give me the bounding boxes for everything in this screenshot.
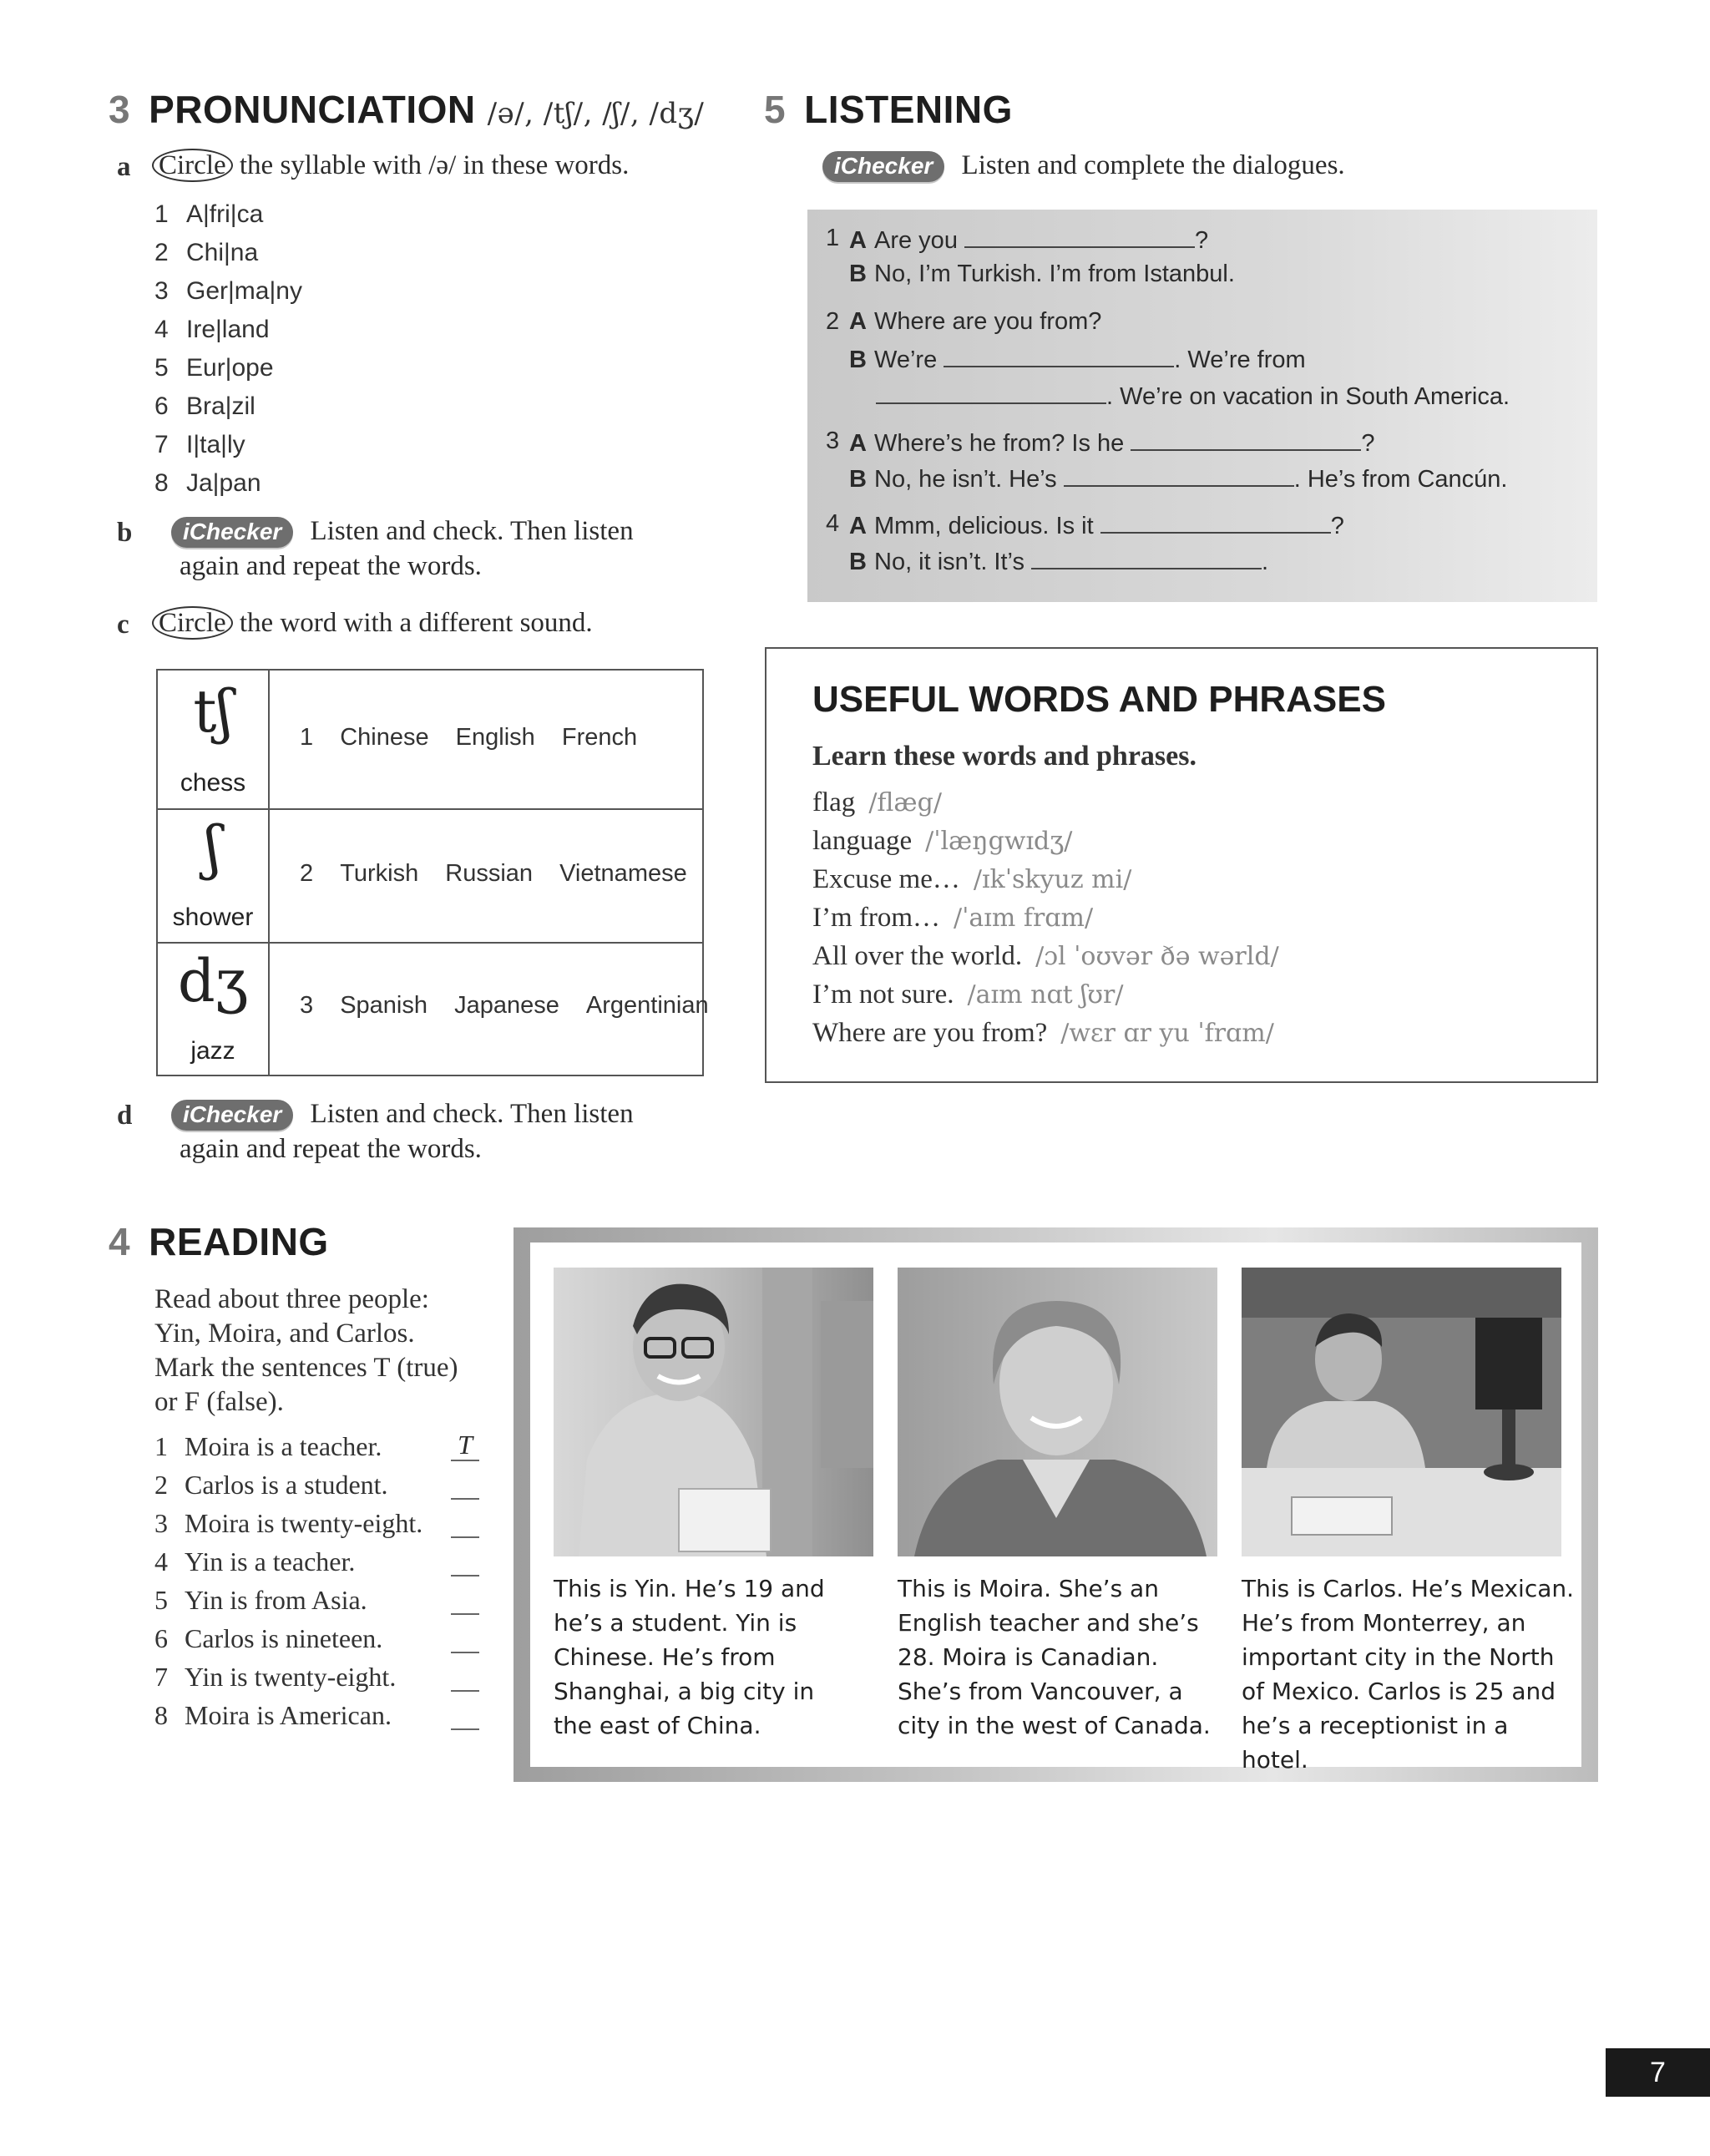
word-item[interactable] (154, 277, 302, 306)
ichecker-badge[interactable]: iChecker (171, 1100, 293, 1131)
statement-item (154, 1700, 392, 1731)
statement-item (154, 1662, 396, 1693)
statement-number: 4 (154, 1546, 168, 1577)
answer-field[interactable]: T (451, 1430, 479, 1461)
exercise-letter-d: d (117, 1101, 133, 1131)
syllable-word[interactable]: A|fri|ca (186, 200, 264, 228)
statement-item (154, 1546, 355, 1577)
word-number: 3 (154, 277, 169, 305)
exercise-d-instruction-line2: again and repeat the words. (180, 1134, 482, 1164)
moira-photo (898, 1268, 1217, 1556)
sound-keyword: jazz (190, 1037, 235, 1065)
exercise-a-instruction (152, 150, 629, 181)
instruction-text: the word with a different sound. (239, 608, 593, 638)
statement-item (154, 1431, 382, 1462)
syllable-word[interactable]: Eur|ope (186, 354, 274, 382)
dialogue-2-b (849, 344, 1306, 374)
listening-heading (764, 87, 1013, 132)
answer-field[interactable] (451, 1660, 479, 1692)
dialogue-line: . We’re from (1174, 347, 1306, 373)
exercise-b-instruction-line2: again and repeat the words. (180, 551, 482, 581)
dialogue-4-b (849, 546, 1268, 576)
dialogue-punct: ? (1361, 430, 1375, 457)
jazz-dancer-icon: dʒ (177, 947, 249, 1015)
word-choice[interactable]: French (561, 724, 638, 751)
sound-icon-cell (158, 810, 270, 942)
dialogue-line: . He’s from Cancún. (1293, 466, 1508, 493)
row-number: 3 (300, 992, 314, 1019)
word-choice[interactable]: Turkish (340, 860, 419, 887)
sound-row (158, 671, 702, 810)
statement-text: Yin is twenty-eight. (185, 1662, 397, 1692)
sound-table (156, 669, 709, 1076)
dialogue-line: No, it isn’t. It’s (874, 549, 1024, 575)
speaker-label: A (849, 513, 867, 539)
dialogue-punct: ? (1195, 227, 1209, 254)
statement-item (154, 1585, 367, 1616)
speaker-label: A (849, 308, 867, 335)
word-choice[interactable]: English (455, 724, 535, 751)
answer-field[interactable] (451, 1545, 479, 1577)
phrase-row (812, 941, 1279, 972)
phrase-row (812, 864, 1131, 895)
section-title: PRONUNCIATION (149, 88, 476, 131)
statement-number: 8 (154, 1700, 168, 1730)
sound-row (158, 810, 702, 944)
section-title: LISTENING (804, 88, 1013, 131)
carlos-caption (1242, 1571, 1576, 1777)
word-number: 2 (154, 239, 169, 266)
dialogue-4-a (826, 510, 1344, 540)
dialogue-line: Mmm, delicious. Is it (874, 513, 1094, 539)
phonetic: /ˈlæŋgwɪdʒ/ (925, 827, 1073, 856)
syllable-word[interactable]: Ire|land (186, 316, 270, 343)
shower-icon: ʃ (205, 813, 221, 882)
answer-field[interactable] (451, 1506, 479, 1538)
statement-text: Carlos is nineteen. (185, 1623, 383, 1653)
sound-word-choices (300, 992, 709, 1020)
phonetic: /wɛr ɑr yu ˈfrɑm/ (1060, 1019, 1274, 1048)
sound-icon-cell (158, 671, 270, 808)
sound-icon-cell (158, 944, 270, 1075)
word-number: 1 (154, 200, 169, 228)
statement-text: Moira is American. (185, 1700, 392, 1730)
moira-caption (898, 1571, 1217, 1743)
listening-instruction (822, 150, 1345, 182)
caption-line: Shanghai, a big city in (554, 1678, 815, 1705)
speaker-label: A (849, 430, 867, 457)
instruction-text: the syllable with /ə/ in these words. (239, 150, 630, 180)
dialogue-line: . We’re on vacation in South America. (1106, 383, 1510, 410)
page-number: 7 (1606, 2048, 1710, 2097)
caption-line: city in the west of Canada. (898, 1712, 1211, 1739)
word-item[interactable] (154, 354, 274, 382)
sound-keyword: shower (172, 903, 254, 931)
phrase-row (812, 1018, 1274, 1049)
word-item[interactable] (154, 239, 258, 267)
phrase: I’m from… (812, 903, 941, 933)
word-choice[interactable]: Spanish (340, 992, 428, 1019)
sound-keyword: chess (180, 769, 246, 797)
useful-words-box (765, 647, 1598, 1083)
section-number: 4 (109, 1220, 131, 1263)
useful-title: USEFUL WORDS AND PHRASES (812, 679, 1386, 720)
section-number: 3 (109, 88, 131, 131)
phrase-row (812, 979, 1123, 1010)
word-item[interactable] (154, 316, 270, 344)
word-choice[interactable]: Vietnamese (559, 860, 687, 887)
answer-field[interactable] (451, 1698, 479, 1730)
dialogue-number: 2 (826, 308, 840, 335)
caption-line: Chinese. He’s from (554, 1643, 776, 1671)
speaker-label: A (849, 227, 867, 254)
sound-word-choices (300, 724, 637, 752)
phonetic: /ɪkˈskyuz mi/ (973, 865, 1132, 894)
phonetic: /ɔl ˈoʊvər ðə wərld/ (1035, 942, 1279, 971)
statement-number: 7 (154, 1662, 168, 1692)
phrase-row (812, 903, 1093, 934)
phonetic: /flæg/ (868, 788, 942, 817)
chess-piece-icon: tʃ (193, 677, 233, 746)
exercise-d-instruction (171, 1099, 634, 1131)
syllable-word[interactable]: Bra|zil (186, 392, 255, 420)
dialogue-2-b-cont (876, 381, 1510, 411)
exercise-letter-a: a (117, 152, 131, 182)
ichecker-badge[interactable]: iChecker (171, 517, 293, 548)
dialogue-3-b (849, 463, 1507, 493)
phrase: All over the world. (812, 941, 1023, 971)
statement-text: Yin is from Asia. (185, 1585, 367, 1615)
statement-number: 3 (154, 1508, 168, 1538)
instruction-text: Listen and check. Then listen (310, 516, 634, 546)
dialogue-3-a (826, 428, 1375, 458)
statement-number: 2 (154, 1470, 168, 1500)
statement-item (154, 1508, 422, 1539)
statement-text: Moira is twenty-eight. (185, 1508, 423, 1538)
word-choice[interactable]: Chinese (340, 724, 429, 751)
word-number: 6 (154, 392, 169, 420)
phrase: Excuse me… (812, 864, 960, 894)
section-number: 5 (764, 88, 787, 131)
dialogue-line: Where’s he from? Is he (874, 430, 1125, 457)
word-item[interactable] (154, 431, 245, 459)
profiles-frame (514, 1227, 1598, 1782)
dialogue-1-a (826, 225, 1209, 255)
dialogue-line: No, he isn’t. He’s (874, 466, 1057, 493)
ichecker-badge[interactable]: iChecker (822, 151, 944, 182)
row-number: 1 (300, 724, 314, 751)
speaker-label: B (849, 261, 867, 287)
exercise-b-instruction (171, 516, 634, 548)
dialogue-line: Are you (874, 227, 958, 254)
word-item[interactable] (154, 200, 263, 229)
dialogue-punct: ? (1330, 513, 1344, 539)
answer-blank[interactable] (1131, 428, 1361, 451)
caption-line: he’s a receptionist in a hotel. (1242, 1712, 1509, 1774)
syllable-word[interactable]: Ger|ma|ny (186, 277, 302, 305)
circle-word: Circle (152, 606, 233, 640)
caption-line: This is Yin. He’s 19 and (554, 1575, 825, 1602)
answer-blank[interactable] (964, 225, 1195, 248)
phrase: Where are you from? (812, 1018, 1048, 1048)
statement-item (154, 1623, 382, 1654)
yin-caption (554, 1571, 873, 1743)
phonetic: /ˈaɪm frɑm/ (954, 903, 1094, 933)
statement-number: 1 (154, 1431, 168, 1461)
caption-line: he’s a student. Yin is (554, 1609, 797, 1637)
answer-field[interactable] (451, 1583, 479, 1615)
carlos-photo (1242, 1268, 1561, 1556)
statement-number: 5 (154, 1585, 168, 1615)
intro-line: Mark the sentences T (true) (154, 1353, 458, 1383)
exercise-letter-c: c (117, 610, 129, 640)
ipa-sounds: /ə/, /tʃ/, /ʃ/, /dʒ/ (487, 97, 705, 130)
instruction-text: Listen and complete the dialogues. (961, 150, 1345, 180)
dialogue-line: Where are you from? (874, 308, 1102, 335)
statement-text: Yin is a teacher. (185, 1546, 356, 1577)
instruction-text: Listen and check. Then listen (310, 1099, 634, 1129)
intro-line: Read about three people: (154, 1284, 429, 1314)
caption-line: English teacher and she’s (898, 1609, 1199, 1637)
caption-line: She’s from Vancouver, a (898, 1678, 1183, 1705)
yin-photo (554, 1268, 873, 1556)
speaker-label: B (849, 549, 867, 575)
statement-text: Carlos is a student. (185, 1470, 388, 1500)
profiles-panel (530, 1242, 1581, 1774)
syllable-word[interactable]: Chi|na (186, 239, 259, 266)
phrase: I’m not sure. (812, 979, 954, 1010)
speaker-label: B (849, 466, 867, 493)
phrase: language (812, 826, 913, 856)
intro-line: Yin, Moira, and Carlos. (154, 1318, 415, 1349)
word-choice[interactable]: Japanese (454, 992, 559, 1019)
word-number: 4 (154, 316, 169, 343)
dialogue-number: 4 (826, 510, 840, 537)
pronunciation-heading (109, 87, 704, 132)
sound-word-choices (300, 860, 687, 888)
dialogue-2-a (826, 308, 1102, 336)
caption-line: He’s from Monterrey, an (1242, 1609, 1526, 1637)
phrase-row (812, 826, 1072, 857)
dialogue-number: 1 (826, 225, 840, 251)
answer-blank[interactable] (876, 381, 1106, 404)
caption-line: This is Moira. She’s an (898, 1575, 1159, 1602)
word-choice[interactable]: Russian (445, 860, 534, 887)
answer-blank[interactable] (1100, 510, 1331, 534)
word-item[interactable] (154, 469, 261, 498)
reading-heading (109, 1219, 329, 1264)
syllable-word[interactable]: Ja|pan (186, 469, 261, 497)
statement-text: Moira is a teacher. (185, 1431, 382, 1461)
phonetic: /aɪm nɑt ʃʊr/ (967, 980, 1124, 1010)
answer-blank[interactable] (1064, 463, 1294, 487)
reading-intro (154, 1283, 458, 1420)
phrase-row (812, 787, 942, 818)
word-number: 7 (154, 431, 169, 458)
intro-line: or F (false). (154, 1387, 284, 1417)
useful-subtitle: Learn these words and phrases. (812, 741, 1196, 772)
caption-line: the east of China. (554, 1712, 761, 1739)
dialogue-number: 3 (826, 428, 840, 454)
section-title: READING (149, 1220, 329, 1263)
exercise-c-instruction (152, 608, 593, 639)
word-choice[interactable]: Argentinian (585, 992, 709, 1019)
caption-line: important city in the North (1242, 1643, 1555, 1671)
syllable-word[interactable]: I|ta|ly (186, 431, 245, 458)
row-number: 2 (300, 860, 314, 887)
phrase: flag (812, 787, 856, 817)
statement-item (154, 1470, 388, 1501)
circle-word: Circle (152, 149, 233, 182)
word-number: 5 (154, 354, 169, 382)
dialogue-punct: . (1262, 549, 1269, 575)
caption-line: of Mexico. Carlos is 25 and (1242, 1678, 1556, 1705)
dialogue-line: We’re (874, 347, 938, 373)
dialogue-panel (807, 210, 1597, 602)
dialogue-line: No, I’m Turkish. I’m from Istanbul. (874, 261, 1235, 287)
word-item[interactable] (154, 392, 255, 421)
answer-blank[interactable] (944, 344, 1174, 367)
statement-number: 6 (154, 1623, 168, 1653)
dialogue-1-b (849, 261, 1235, 288)
answer-blank[interactable] (1031, 546, 1262, 569)
answer-field[interactable] (451, 1622, 479, 1653)
caption-line: 28. Moira is Canadian. (898, 1643, 1159, 1671)
answer-field[interactable] (451, 1468, 479, 1500)
speaker-label: B (849, 347, 867, 373)
word-number: 8 (154, 469, 169, 497)
exercise-letter-b: b (117, 518, 133, 548)
caption-line: This is Carlos. He’s Mexican. (1242, 1575, 1575, 1602)
sound-row (158, 944, 709, 1075)
